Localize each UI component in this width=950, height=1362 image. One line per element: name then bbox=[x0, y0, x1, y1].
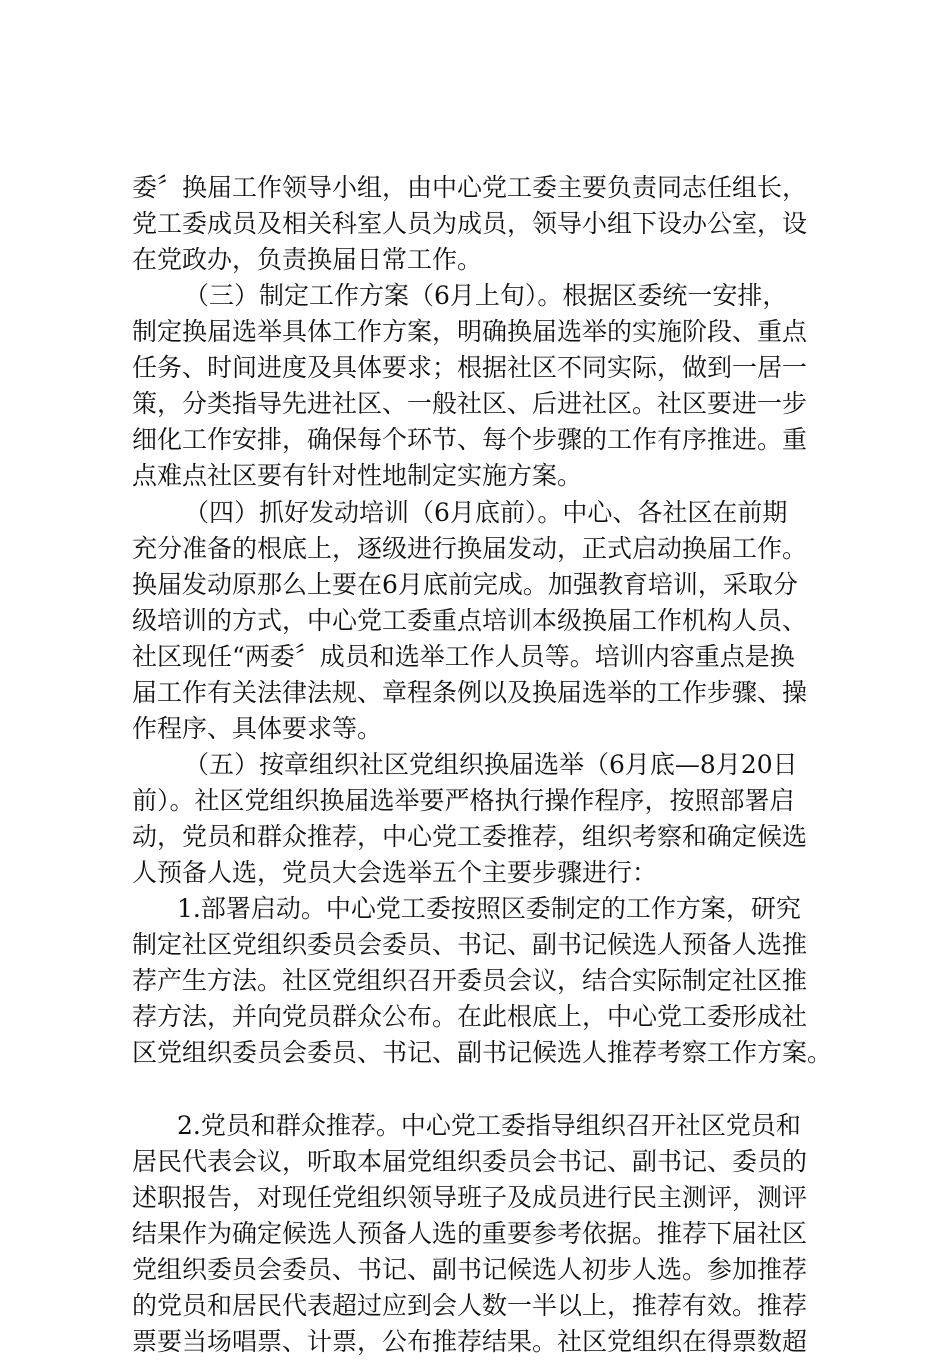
text-line: （四）抓好发动培训（6月底前）。中心、各社区在前期 bbox=[184, 498, 788, 527]
text-line: 党组织委员会委员、书记、副书记候选人初步人选。参加推荐 bbox=[132, 1255, 808, 1284]
text-line: 2.党员和群众推荐。中心党工委指导组织召开社区党员和 bbox=[177, 1111, 801, 1140]
text-line: 细化工作安排，确保每个环节、每个步骤的工作有序推进。重 bbox=[132, 425, 808, 454]
text-line: 作程序、具体要求等。 bbox=[132, 714, 383, 743]
text-line: 前）。社区党组织换届选举要严格执行操作程序，按照部署启 bbox=[132, 786, 795, 815]
text-line: 委〞换届工作领导小组，由中心党工委主要负责同志任组长， bbox=[132, 173, 808, 202]
text-line: 1.部署启动。中心党工委按照区委制定的工作方案，研究 bbox=[177, 894, 801, 923]
text-line: 述职报告，对现任党组织领导班子及成员进行民主测评，测评 bbox=[132, 1183, 808, 1212]
text-line: 届工作有关法律法规、章程条例以及换届选举的工作步骤、操 bbox=[132, 678, 808, 707]
text-line: 党工委成员及相关科室人员为成员，领导小组下设办公室，设 bbox=[132, 209, 808, 238]
text-line: 社区现任“两委〞成员和选举工作人员等。培训内容重点是换 bbox=[132, 642, 795, 671]
text-line: 在党政办，负责换届日常工作。 bbox=[132, 245, 483, 274]
text-line: （五）按章组织社区党组织换届选举（6月底—8月20日 bbox=[184, 750, 798, 779]
text-line: 策，分类指导先进社区、一般社区、后进社区。社区要进一步 bbox=[132, 389, 808, 418]
text-line: 制定换届选举具体工作方案，明确换届选举的实施阶段、重点 bbox=[132, 317, 808, 346]
text-line: 居民代表会议，听取本届党组织委员会书记、副书记、委员的 bbox=[132, 1147, 808, 1176]
text-line: 结果作为确定候选人预备人选的重要参考依据。推荐下届社区 bbox=[132, 1219, 808, 1248]
text-line: 荐产生方法。社区党组织召开委员会议，结合实际制定社区推 bbox=[132, 966, 808, 995]
text-line: 点难点社区要有针对性地制定实施方案。 bbox=[132, 461, 583, 490]
text-line: 制定社区党组织委员会委员、书记、副书记候选人预备人选推 bbox=[132, 930, 808, 959]
text-line: 票要当场唱票、计票，公布推荐结果。社区党组织在得票数超 bbox=[132, 1327, 808, 1356]
text-line: （三）制定工作方案（6月上旬）。根据区委统一安排， bbox=[184, 281, 788, 310]
text-line: 换届发动原那么上要在6月底前完成。加强教育培训，采取分 bbox=[132, 570, 798, 599]
text-line: 荐方法，并向党员群众公布。在此根底上，中心党工委形成社 bbox=[132, 1002, 808, 1031]
text-line: 区党组织委员会委员、书记、副书记候选人推荐考察工作方案。 bbox=[132, 1038, 833, 1067]
text-line: 的党员和居民代表超过应到会人数一半以上，推荐有效。推荐 bbox=[132, 1291, 808, 1320]
text-line: 任务、时间进度及具体要求；根据社区不同实际，做到一居一 bbox=[132, 353, 808, 382]
text-line: 动，党员和群众推荐，中心党工委推荐，组织考察和确定候选 bbox=[132, 822, 808, 851]
text-line: 充分准备的根底上，逐级进行换届发动，正式启动换届工作。 bbox=[132, 534, 808, 563]
text-line: 级培训的方式，中心党工委重点培训本级换届工作机构人员、 bbox=[132, 606, 808, 635]
text-line: 人预备人选，党员大会选举五个主要步骤进行： bbox=[132, 858, 658, 887]
